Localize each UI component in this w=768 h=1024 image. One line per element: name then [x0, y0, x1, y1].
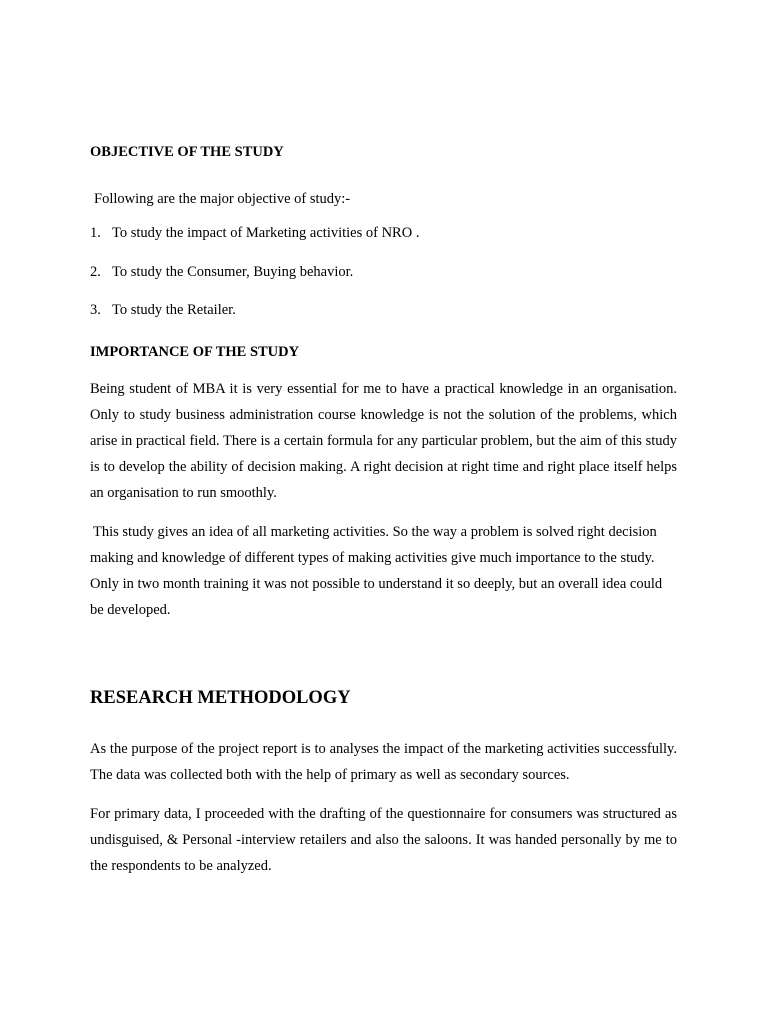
importance-heading: IMPORTANCE OF THE STUDY	[90, 344, 300, 360]
list-item-number: 2.	[90, 264, 101, 280]
methodology-heading: RESEARCH METHODOLOGY	[90, 688, 351, 708]
methodology-paragraph-1: As the purpose of the project report is to analyses the impact of the marketing activities successfully. The data was collected both with the help of primary as well as secondary sources.	[90, 741, 677, 783]
importance-paragraph-2: This study gives an idea of all marketing activities. So the way a problem is solved right decision making and knowledge of different types of making activities give much importance to the study. Only in two month training it was not possible to understand it so deeply, but an overall idea could be developed.	[90, 524, 663, 618]
objective-heading: OBJECTIVE OF THE STUDY	[90, 144, 284, 160]
methodology-paragraph-2: For primary data, I proceeded with the drafting of the questionnaire for consumers was structured as undisguised, & Personal -interview retailers and also the saloons. It was handed personally by me to the respondents to be analyzed.	[90, 806, 677, 874]
importance-paragraph-1: Being student of MBA it is very essential for me to have a practical knowledge in an organisation. Only to study business administration course knowledge is not the solution of the problems, which arise in practical field. There is a certain formula for any particular problem, but the aim of this study is to develop the ability of decision making. A right decision at right time and right place itself helps an organisation to run smoothly.	[90, 381, 677, 501]
list-item-text: To study the Retailer.	[112, 302, 236, 318]
objective-intro: Following are the major objective of study:-	[94, 191, 351, 207]
list-item-text: To study the Consumer, Buying behavior.	[112, 264, 354, 280]
list-item-text: To study the impact of Marketing activities of NRO .	[112, 225, 420, 241]
list-item-number: 1.	[90, 225, 101, 241]
list-item-number: 3.	[90, 302, 101, 318]
